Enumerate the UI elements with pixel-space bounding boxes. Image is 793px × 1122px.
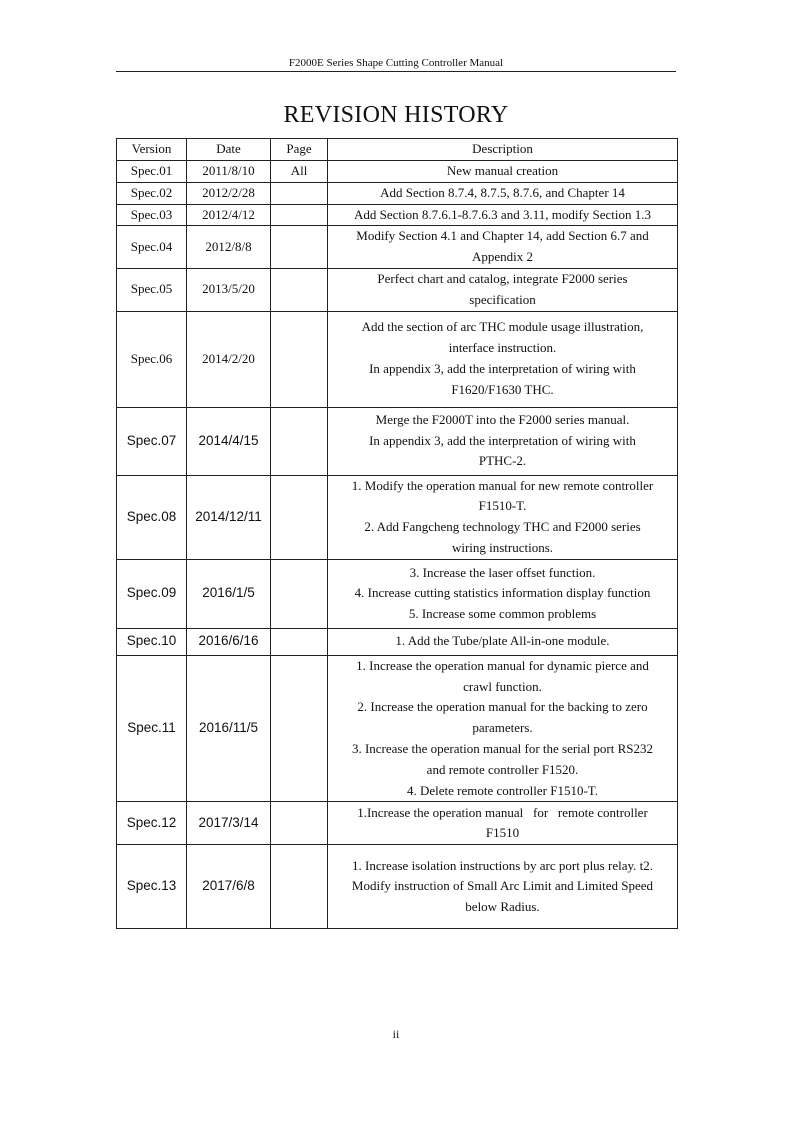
column-header-version: Version bbox=[117, 139, 187, 161]
description-cell bbox=[328, 628, 678, 655]
date-cell: 2012/2/28 bbox=[187, 182, 271, 204]
description-cell bbox=[328, 182, 678, 204]
version-cell: Spec.07 bbox=[117, 407, 187, 475]
table-row bbox=[117, 161, 678, 183]
table-header-row bbox=[117, 139, 678, 161]
date-cell: 2014/2/20 bbox=[187, 311, 271, 407]
description-line: 1. Increase isolation instructions by arc port plus relay. t2. bbox=[352, 857, 653, 873]
version-cell: Spec.10 bbox=[117, 628, 187, 655]
description-cell bbox=[328, 407, 678, 475]
version-cell: Spec.05 bbox=[117, 268, 187, 311]
version-cell: Spec.03 bbox=[117, 204, 187, 226]
description-line: 4. Increase cutting statistics information display function bbox=[354, 585, 651, 601]
page-cell bbox=[271, 311, 328, 407]
page-cell bbox=[271, 475, 328, 559]
page-cell bbox=[271, 559, 328, 628]
date-cell: 2016/11/5 bbox=[187, 655, 271, 802]
page-cell bbox=[271, 226, 328, 269]
page-cell bbox=[271, 182, 328, 204]
description-line: F1510-T. bbox=[478, 498, 527, 514]
version-cell: Spec.04 bbox=[117, 226, 187, 269]
description-line: and remote controller F1520. bbox=[426, 761, 579, 777]
description-line: Add Section 8.7.4, 8.7.5, 8.7.6, and Chapter 14 bbox=[380, 184, 625, 200]
table-row bbox=[117, 182, 678, 204]
version-cell: Spec.12 bbox=[117, 802, 187, 845]
table-row bbox=[117, 204, 678, 226]
table-row bbox=[117, 845, 678, 929]
description-line: 1. Increase the operation manual for dynamic pierce and bbox=[356, 657, 649, 673]
description-line: 2. Add Fangcheng technology THC and F2000 series bbox=[364, 519, 641, 535]
description-line: Appendix 2 bbox=[471, 249, 534, 265]
description-cell bbox=[328, 204, 678, 226]
table-row bbox=[117, 226, 678, 269]
description-line: below Radius. bbox=[465, 899, 540, 915]
version-cell: Spec.02 bbox=[117, 182, 187, 204]
version-cell: Spec.09 bbox=[117, 559, 187, 628]
date-cell: 2017/3/14 bbox=[187, 802, 271, 845]
page-header: F2000E Series Shape Cutting Controller Manual bbox=[288, 57, 504, 69]
version-cell: Spec.11 bbox=[117, 655, 187, 802]
date-cell: 2012/4/12 bbox=[187, 204, 271, 226]
description-line: crawl function. bbox=[463, 678, 542, 694]
date-cell: 2014/4/15 bbox=[187, 407, 271, 475]
description-cell bbox=[328, 475, 678, 559]
description-line: interface instruction. bbox=[448, 340, 557, 356]
description-line: Perfect chart and catalog, integrate F2000 series bbox=[377, 270, 628, 286]
page-title: REVISION HISTORY bbox=[283, 102, 509, 128]
description-cell bbox=[328, 161, 678, 183]
table-row bbox=[117, 407, 678, 475]
page-cell bbox=[271, 204, 328, 226]
description-line: PTHC-2. bbox=[478, 453, 527, 469]
description-line: F1510 bbox=[485, 825, 520, 841]
page-cell: All bbox=[271, 161, 328, 183]
description-line: 3. Increase the operation manual for the serial port RS232 bbox=[351, 740, 654, 756]
description-cell bbox=[328, 226, 678, 269]
description-line: 2. Increase the operation manual for the backing to zero bbox=[357, 699, 648, 715]
column-header-date: Date bbox=[187, 139, 271, 161]
page-number: ii bbox=[392, 1027, 400, 1041]
date-cell: 2011/8/10 bbox=[187, 161, 271, 183]
description-cell bbox=[328, 845, 678, 929]
page-cell bbox=[271, 802, 328, 845]
page-cell bbox=[271, 628, 328, 655]
table-row bbox=[117, 802, 678, 845]
column-header-page: Page bbox=[271, 139, 328, 161]
description-line: 5. Increase some common problems bbox=[408, 606, 597, 622]
description-line: 3. Increase the laser offset function. bbox=[409, 564, 596, 580]
page-cell bbox=[271, 268, 328, 311]
date-cell: 2017/6/8 bbox=[187, 845, 271, 929]
description-cell bbox=[328, 559, 678, 628]
description-line: parameters. bbox=[472, 720, 533, 736]
table-body bbox=[117, 161, 678, 929]
description-line: specification bbox=[469, 291, 536, 307]
header-rule bbox=[116, 71, 676, 72]
table-row bbox=[117, 475, 678, 559]
description-line: In appendix 3, add the interpretation of wiring with bbox=[369, 361, 636, 377]
description-line: 4. Delete remote controller F1510-T. bbox=[406, 782, 599, 798]
date-cell: 2016/1/5 bbox=[187, 559, 271, 628]
table-row bbox=[117, 311, 678, 407]
page-cell bbox=[271, 407, 328, 475]
revision-table bbox=[116, 138, 678, 929]
date-cell: 2014/12/11 bbox=[187, 475, 271, 559]
description-line: Modify Section 4.1 and Chapter 14, add Section 6.7 and bbox=[356, 228, 649, 244]
page-cell bbox=[271, 655, 328, 802]
description-line: 1. Modify the operation manual for new remote controller bbox=[351, 477, 654, 493]
description-line: 1.Increase the operation manual for remote controller bbox=[357, 804, 648, 820]
description-cell bbox=[328, 268, 678, 311]
version-cell: Spec.13 bbox=[117, 845, 187, 929]
table-row bbox=[117, 268, 678, 311]
description-cell bbox=[328, 655, 678, 802]
date-cell: 2013/5/20 bbox=[187, 268, 271, 311]
description-line: New manual creation bbox=[446, 163, 559, 178]
date-cell: 2012/8/8 bbox=[187, 226, 271, 269]
description-line: In appendix 3, add the interpretation of wiring with bbox=[369, 432, 636, 448]
description-line: 1. Add the Tube/plate All-in-one module. bbox=[395, 633, 610, 649]
description-line: Merge the F2000T into the F2000 series manual. bbox=[375, 411, 630, 427]
version-cell: Spec.08 bbox=[117, 475, 187, 559]
description-cell bbox=[328, 311, 678, 407]
version-cell: Spec.01 bbox=[117, 161, 187, 183]
table-row bbox=[117, 628, 678, 655]
description-cell bbox=[328, 802, 678, 845]
description-line: Add the section of arc THC module usage illustration, bbox=[361, 319, 644, 335]
table-row bbox=[117, 559, 678, 628]
version-cell: Spec.06 bbox=[117, 311, 187, 407]
description-line: F1620/F1630 THC. bbox=[451, 381, 554, 397]
column-header-description: Description bbox=[328, 139, 678, 161]
table-row bbox=[117, 655, 678, 802]
date-cell: 2016/6/16 bbox=[187, 628, 271, 655]
description-line: wiring instructions. bbox=[451, 539, 554, 555]
description-line: Add Section 8.7.6.1-8.7.6.3 and 3.11, modify Section 1.3 bbox=[353, 206, 652, 222]
description-line: Modify instruction of Small Arc Limit and Limited Speed bbox=[351, 878, 654, 894]
page-cell bbox=[271, 845, 328, 929]
